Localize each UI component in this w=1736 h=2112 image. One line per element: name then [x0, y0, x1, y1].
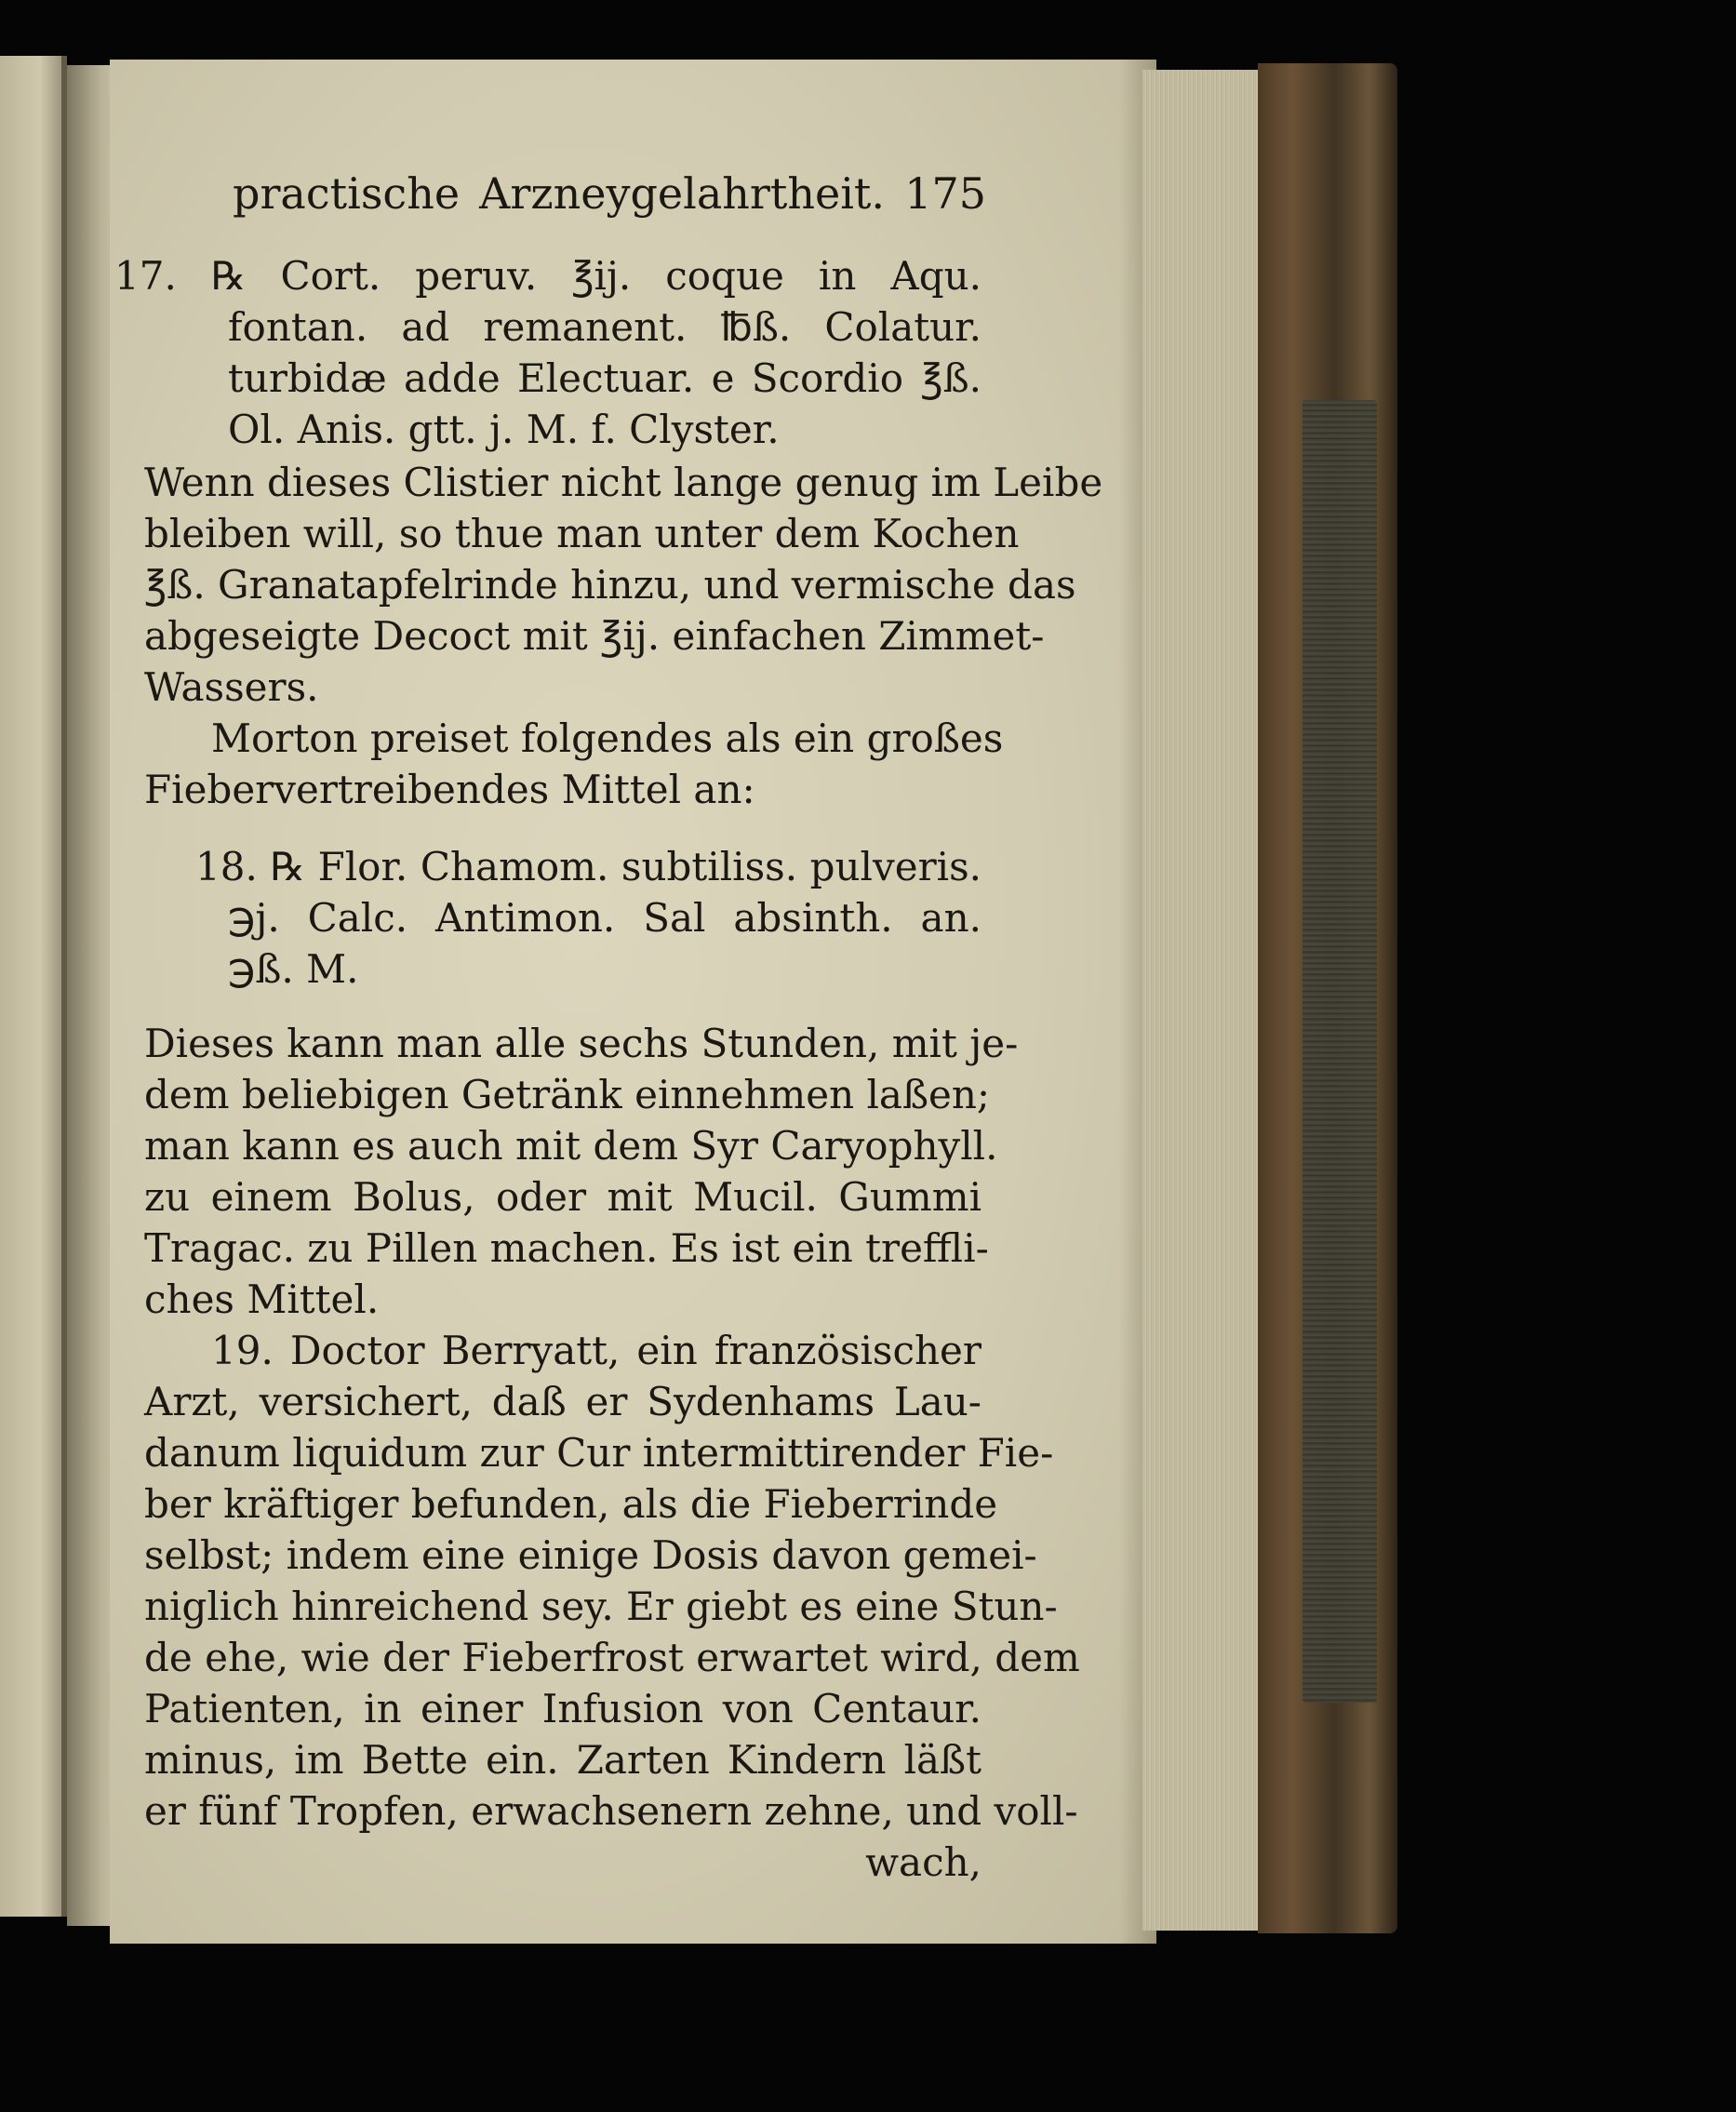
text-line: minus, im Bette ein. Zarten Kindern läßt: [144, 1737, 982, 1783]
text-line: turbidæ adde Electuar. e Scordio ℥ß.: [228, 355, 982, 401]
text-line: Tragac. zu Pillen machen. Es ist ein treffli-: [144, 1225, 989, 1271]
text-line: Arzt, versichert, daß er Sydenhams Lau-: [144, 1379, 982, 1424]
text-line: ℈j. Calc. Antimon. Sal absinth. an.: [228, 895, 982, 941]
text-line: dem beliebigen Getränk einnehmen laßen;: [144, 1072, 991, 1117]
text-line: Wassers.: [144, 664, 319, 710]
text-line: ℈ß. M.: [228, 946, 359, 992]
text-line: Dieses kann man alle sechs Stunden, mit je-: [144, 1021, 1019, 1066]
text-line: 17. ℞ Cort. peruv. ℥ij. coque in Aqu.: [114, 253, 982, 299]
text-line: ber kräftiger befunden, als die Fieberrinde: [144, 1481, 998, 1527]
text-line: Patienten, in einer Infusion von Centaur.: [144, 1686, 982, 1731]
text-line: bleiben will, so thue man unter dem Kochen: [144, 511, 1020, 556]
running-header: [233, 169, 986, 225]
text-line: de ehe, wie der Fieberfrost erwartet wird, dem: [144, 1635, 1080, 1680]
text-line: ℥ß. Granatapfelrinde hinzu, und vermische das: [144, 562, 1076, 608]
text-line: ches Mittel.: [144, 1277, 380, 1322]
page-number: 175: [904, 168, 987, 219]
catchword: wach,: [865, 1839, 982, 1885]
running-title: practische Arzneygelahrtheit.: [233, 168, 886, 219]
text-line: Ol. Anis. gtt. j. M. f. Clyster.: [228, 407, 780, 452]
text-line: man kann es auch mit dem Syr Caryophyll.: [144, 1123, 998, 1169]
text-line: selbst; indem eine einige Dosis davon gemei-: [144, 1532, 1037, 1578]
text-line: abgeseigte Decoct mit ℥ij. einfachen Zimmet-: [144, 613, 1045, 659]
text-line: Wenn dieses Clistier nicht lange genug im Leibe: [144, 460, 1103, 505]
left-page-edge: [0, 56, 67, 1917]
text-line: niglich hinreichend sey. Er giebt es eine Stun-: [144, 1584, 1058, 1629]
text-line: fontan. ad remanent. ℔ß. Colatur.: [228, 304, 982, 350]
text-line: Morton preiset folgendes als ein großes: [211, 715, 1004, 761]
text-line: danum liquidum zur Cur intermittirender Fie-: [144, 1430, 1054, 1476]
text-line: er fünf Tropfen, erwachsenern zehne, und voll-: [144, 1788, 1078, 1834]
text-line: zu einem Bolus, oder mit Mucil. Gummi: [144, 1174, 982, 1220]
text-line: Fiebervertreibendes Mittel an:: [144, 767, 755, 812]
cover-marbling: [1302, 400, 1377, 1703]
text-line: 18. ℞ Flor. Chamom. subtiliss. pulveris.: [195, 844, 982, 889]
text-line: 19. Doctor Berryatt, ein französischer: [211, 1328, 982, 1373]
page-fore-edge: [1142, 70, 1266, 1931]
